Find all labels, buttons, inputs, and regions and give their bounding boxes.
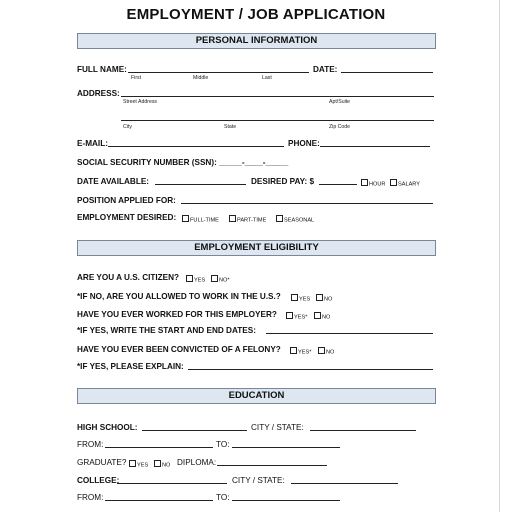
- date-available-field[interactable]: [155, 184, 246, 185]
- worked-no-option[interactable]: NO: [312, 312, 330, 321]
- felony-question: HAVE YOU EVER BEEN CONVICTED OF A FELONY?: [77, 345, 281, 354]
- felony-yes-checkbox[interactable]: [290, 347, 297, 354]
- phone-label: PHONE:: [288, 139, 320, 148]
- citizen-yes-checkbox[interactable]: [186, 275, 193, 282]
- college-from-field[interactable]: [105, 500, 213, 501]
- part-time-option[interactable]: PART-TIME: [227, 215, 266, 224]
- page-edge: [499, 0, 500, 512]
- graduate-no-checkbox[interactable]: [154, 460, 161, 467]
- citizen-no-checkbox[interactable]: [211, 275, 218, 282]
- allowed-yes-checkbox[interactable]: [291, 294, 298, 301]
- part-time-checkbox[interactable]: [229, 215, 236, 222]
- allowed-to-work-question: *IF NO, ARE YOU ALLOWED TO WORK IN THE U.S.?: [77, 292, 281, 301]
- college-field[interactable]: [117, 483, 227, 484]
- position-field[interactable]: [181, 203, 433, 204]
- last-hint: Last: [262, 75, 272, 81]
- employment-desired-label: EMPLOYMENT DESIRED:: [77, 213, 177, 222]
- high-school-city-state-label: CITY / STATE:: [251, 423, 304, 432]
- date-available-label: DATE AVAILABLE:: [77, 177, 150, 186]
- diploma-label: DIPLOMA:: [177, 458, 217, 467]
- phone-field[interactable]: [320, 146, 430, 147]
- college-from-label: FROM:: [77, 493, 104, 502]
- citizen-yes-option[interactable]: YES: [184, 275, 205, 284]
- allowed-yes-option[interactable]: YES: [289, 294, 310, 303]
- graduate-yes-option[interactable]: YES: [127, 460, 148, 469]
- citizen-question: ARE YOU A U.S. CITIZEN?: [77, 273, 180, 282]
- city-hint: City: [123, 124, 132, 130]
- email-field[interactable]: [108, 146, 284, 147]
- felony-yes-option[interactable]: YES*: [288, 347, 311, 356]
- date-field[interactable]: [341, 72, 433, 73]
- address-label: ADDRESS:: [77, 89, 120, 98]
- felony-no-option[interactable]: NO: [316, 347, 334, 356]
- start-end-dates-label: *IF YES, WRITE THE START AND END DATES:: [77, 326, 256, 335]
- full-time-checkbox[interactable]: [182, 215, 189, 222]
- middle-hint: Middle: [193, 75, 209, 81]
- high-school-to-label: TO:: [216, 440, 230, 449]
- hour-option[interactable]: HOUR: [359, 179, 385, 188]
- allowed-no-option[interactable]: NO: [314, 294, 332, 303]
- diploma-field[interactable]: [217, 465, 327, 466]
- email-label: E-MAIL:: [77, 139, 108, 148]
- high-school-label: HIGH SCHOOL:: [77, 423, 138, 432]
- street-address-field[interactable]: [121, 96, 434, 97]
- city-state-zip-field[interactable]: [121, 120, 434, 121]
- graduate-yes-checkbox[interactable]: [129, 460, 136, 467]
- section-education: EDUCATION: [77, 388, 436, 404]
- section-employment-eligibility: EMPLOYMENT ELIGIBILITY: [77, 240, 436, 256]
- college-to-label: TO:: [216, 493, 230, 502]
- high-school-to-field[interactable]: [232, 447, 340, 448]
- high-school-from-label: FROM:: [77, 440, 104, 449]
- college-to-field[interactable]: [232, 500, 340, 501]
- explain-field[interactable]: [188, 369, 433, 370]
- ssn-field[interactable]: SOCIAL SECURITY NUMBER (SSN): _____-____-_____: [77, 158, 289, 167]
- salary-checkbox[interactable]: [390, 179, 397, 186]
- salary-option[interactable]: SALARY: [388, 179, 420, 188]
- college-city-state-label: CITY / STATE:: [232, 476, 285, 485]
- high-school-field[interactable]: [142, 430, 247, 431]
- college-label: COLLEGE:: [77, 476, 120, 485]
- worked-yes-checkbox[interactable]: [286, 312, 293, 319]
- date-label: DATE:: [313, 65, 338, 74]
- desired-pay-label: DESIRED PAY: $: [251, 177, 315, 186]
- apt-suite-hint: Apt/Suite: [329, 99, 351, 105]
- street-address-hint: Street Address: [123, 99, 158, 105]
- full-name-field[interactable]: [128, 72, 309, 73]
- worked-no-checkbox[interactable]: [314, 312, 321, 319]
- full-time-option[interactable]: FULL-TIME: [180, 215, 219, 224]
- hour-checkbox[interactable]: [361, 179, 368, 186]
- full-name-label: FULL NAME:: [77, 65, 127, 74]
- citizen-no-option[interactable]: NO*: [209, 275, 230, 284]
- form-title: EMPLOYMENT / JOB APPLICATION: [126, 6, 386, 23]
- position-label: POSITION APPLIED FOR:: [77, 196, 176, 205]
- high-school-from-field[interactable]: [105, 447, 213, 448]
- graduate-label: GRADUATE?: [77, 458, 127, 467]
- college-city-state-field[interactable]: [291, 483, 398, 484]
- first-hint: First: [131, 75, 142, 81]
- graduate-no-option[interactable]: NO: [152, 460, 170, 469]
- state-hint: State: [224, 124, 237, 130]
- worked-yes-option[interactable]: YES*: [284, 312, 307, 321]
- high-school-city-state-field[interactable]: [310, 430, 416, 431]
- desired-pay-field[interactable]: [319, 184, 357, 185]
- seasonal-option[interactable]: SEASONAL: [274, 215, 314, 224]
- worked-here-question: HAVE YOU EVER WORKED FOR THIS EMPLOYER?: [77, 310, 277, 319]
- felony-no-checkbox[interactable]: [318, 347, 325, 354]
- seasonal-checkbox[interactable]: [276, 215, 283, 222]
- allowed-no-checkbox[interactable]: [316, 294, 323, 301]
- explain-label: *IF YES, PLEASE EXPLAIN:: [77, 362, 184, 371]
- start-end-dates-field[interactable]: [266, 333, 433, 334]
- zip-code-hint: Zip Code: [329, 124, 351, 130]
- section-personal-information: PERSONAL INFORMATION: [77, 33, 436, 49]
